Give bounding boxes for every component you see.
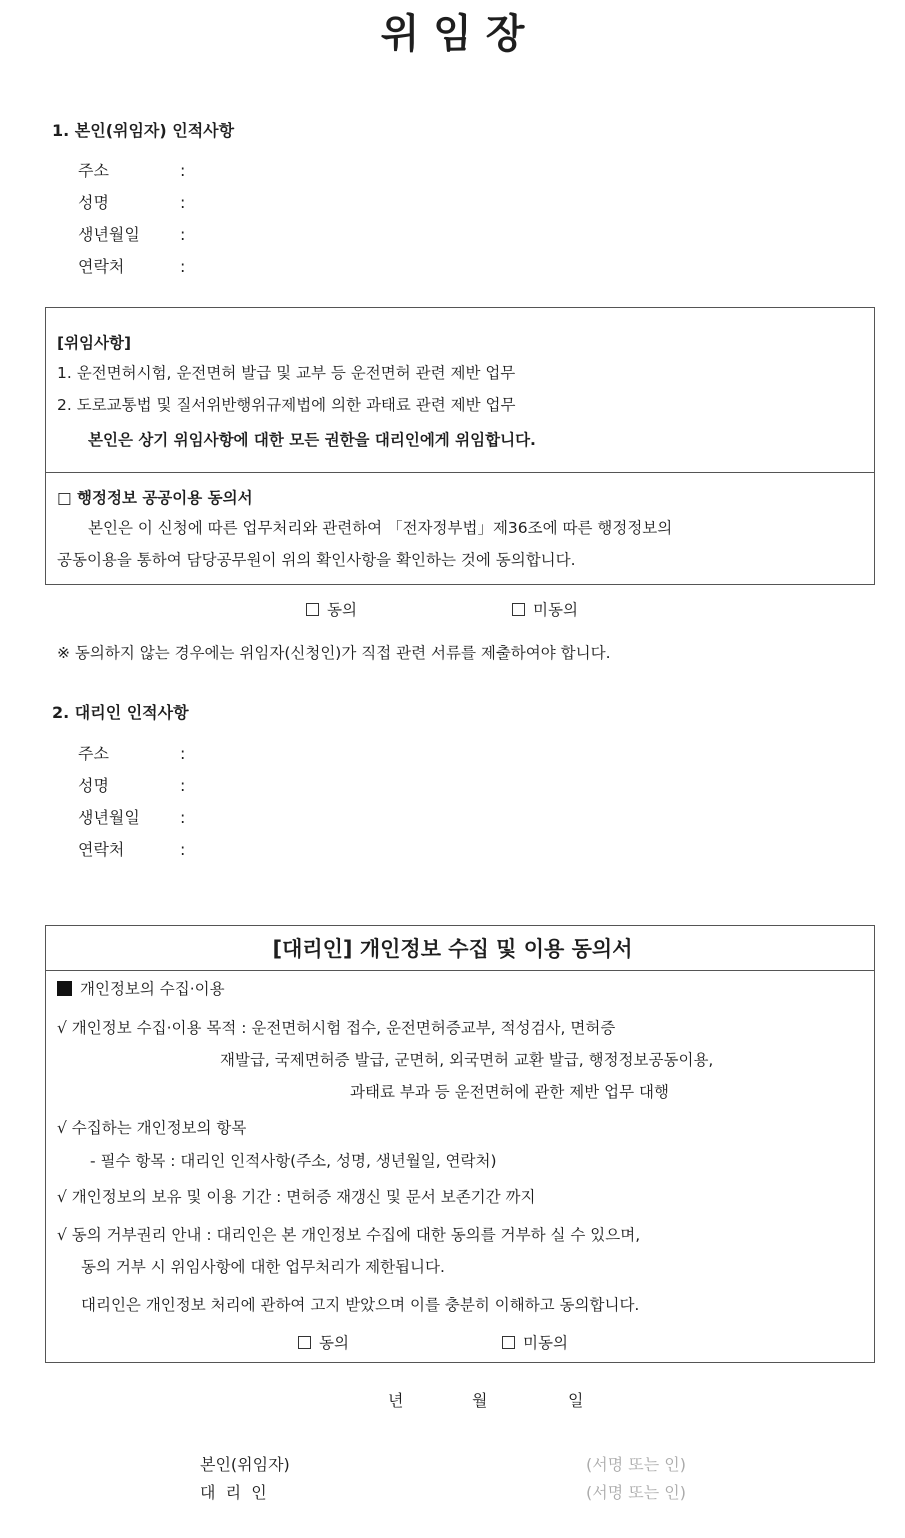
field-principal-address — [78, 158, 185, 181]
delegation-item-2: 2. 도로교통법 및 질서위반행위규제법에 의한 과태료 관련 제반 업무 — [57, 396, 516, 414]
agree-checkbox[interactable] — [298, 1336, 311, 1349]
field-colon: : — [180, 225, 186, 244]
field-agent-address — [78, 741, 185, 764]
field-colon: : — [180, 744, 186, 763]
field-colon: : — [180, 776, 186, 795]
admin-disagree-option[interactable] — [512, 598, 578, 620]
field-colon: : — [180, 808, 186, 827]
field-label: 연락처 — [78, 257, 125, 276]
signature-agent-hint[interactable]: (서명 또는 인) — [586, 1483, 686, 1502]
document-title: 위 임 장 — [380, 11, 525, 57]
field-agent-contact — [78, 837, 185, 860]
field-label: 생년월일 — [78, 225, 140, 244]
admin-consent-body-line2: 공동이용을 통하여 담당공무원이 위의 확인사항을 확인하는 것에 동의합니다. — [57, 551, 576, 569]
field-colon: : — [180, 193, 186, 212]
delegation-item-1: 1. 운전면허시험, 운전면허 발급 및 교부 등 운전면허 관련 제반 업무 — [57, 364, 516, 382]
disagree-label: 미동의 — [523, 1334, 568, 1352]
field-label: 성명 — [78, 193, 109, 212]
field-principal-name — [78, 190, 185, 213]
field-principal-contact — [78, 254, 185, 277]
privacy-retention: √ 개인정보의 보유 및 이용 기간 : 면허증 재갱신 및 문서 보존기간 까지 — [57, 1188, 536, 1206]
agree-checkbox[interactable] — [306, 603, 319, 616]
disagree-checkbox[interactable] — [512, 603, 525, 616]
admin-consent-body-line1: 본인은 이 신청에 따른 업무처리와 관련하여 「전자정부법」제36조에 따른 행정정보의 — [88, 519, 673, 537]
privacy-subheading-text: 개인정보의 수집·이용 — [80, 980, 225, 998]
signature-agent-label: 대 리 인 — [200, 1483, 267, 1502]
privacy-agree-option[interactable] — [298, 1331, 349, 1353]
box-divider — [46, 970, 874, 971]
field-colon: : — [180, 257, 186, 276]
field-principal-birthdate — [78, 222, 185, 245]
signature-principal-hint[interactable]: (서명 또는 인) — [586, 1455, 686, 1474]
date-year: 년 — [388, 1391, 404, 1410]
field-label: 성명 — [78, 776, 109, 795]
privacy-purpose-line3: 과태료 부과 등 운전면허에 관한 제반 업무 대행 — [350, 1083, 669, 1101]
field-label: 주소 — [78, 161, 109, 180]
field-agent-name — [78, 773, 185, 796]
privacy-items-required: - 필수 항목 : 대리인 인적사항(주소, 성명, 생년월일, 연락처) — [90, 1152, 497, 1170]
admin-consent-note: ※ 동의하지 않는 경우에는 위임자(신청인)가 직접 관련 서류를 제출하여야 합니다. — [57, 644, 611, 662]
date-month: 월 — [472, 1391, 488, 1410]
black-square-icon — [57, 981, 72, 996]
section1-heading: 1. 본인(위임자) 인적사항 — [52, 121, 235, 140]
delegation-statement: 본인은 상기 위임사항에 대한 모든 권한을 대리인에게 위임합니다. — [88, 431, 536, 449]
privacy-subheading — [57, 977, 225, 999]
privacy-refusal-line1: √ 동의 거부권리 안내 : 대리인은 본 개인정보 수집에 대한 동의를 거부하 실 수 있으며, — [57, 1226, 641, 1244]
field-agent-birthdate — [78, 805, 185, 828]
privacy-items-heading: √ 수집하는 개인정보의 항목 — [57, 1119, 247, 1137]
field-colon: : — [180, 840, 186, 859]
admin-agree-option[interactable] — [306, 598, 357, 620]
privacy-disagree-option[interactable] — [502, 1331, 568, 1353]
agree-label: 동의 — [319, 1334, 349, 1352]
privacy-purpose-line2: 재발급, 국제면허증 발급, 군면허, 외국면허 교환 발급, 행정정보공동이용, — [220, 1051, 714, 1069]
section2-heading: 2. 대리인 인적사항 — [52, 703, 189, 722]
delegation-heading: [위임사항] — [57, 334, 132, 352]
agree-label: 동의 — [327, 601, 357, 619]
privacy-purpose-line1: √ 개인정보 수집·이용 목적 : 운전면허시험 접수, 운전면허증교부, 적성검사, 면허증 — [57, 1019, 616, 1037]
box-divider — [46, 472, 874, 473]
field-label: 주소 — [78, 744, 109, 763]
field-colon: : — [180, 161, 186, 180]
date-day: 일 — [568, 1391, 584, 1410]
disagree-label: 미동의 — [533, 601, 578, 619]
signature-principal-label: 본인(위임자) — [200, 1455, 290, 1474]
admin-consent-heading: □ 행정정보 공공이용 동의서 — [57, 489, 253, 507]
privacy-refusal-line2: 동의 거부 시 위임사항에 대한 업무처리가 제한됩니다. — [81, 1258, 445, 1276]
field-label: 연락처 — [78, 840, 125, 859]
field-label: 생년월일 — [78, 808, 140, 827]
disagree-checkbox[interactable] — [502, 1336, 515, 1349]
privacy-confirm: 대리인은 개인정보 처리에 관하여 고지 받았으며 이를 충분히 이해하고 동의합니다. — [81, 1296, 640, 1314]
privacy-heading: [대리인] 개인정보 수집 및 이용 동의서 — [272, 937, 633, 961]
